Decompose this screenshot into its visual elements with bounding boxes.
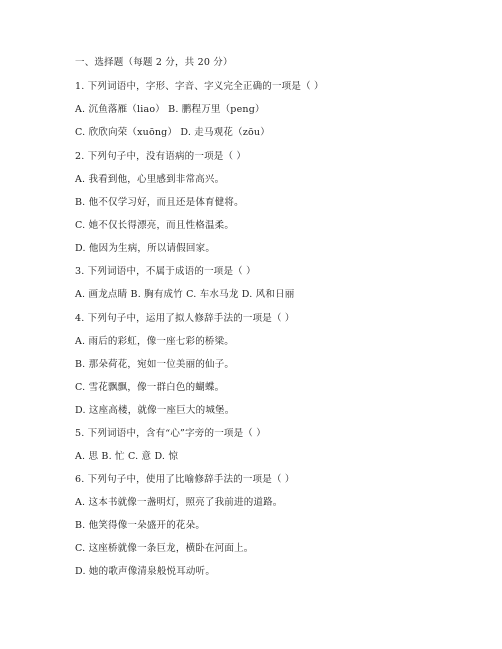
- question-3: 3. 下列词语中，不属于成语的一项是（ ）: [75, 266, 256, 277]
- question-2-option-b: B. 他不仅学习好，而且还是体育健将。: [75, 197, 244, 208]
- question-4: 4. 下列句子中，运用了拟人修辞手法的一项是（ ）: [75, 313, 295, 324]
- question-6-option-a: A. 这本书就像一盏明灯，照亮了我前进的道路。: [75, 497, 283, 508]
- question-3-options: A. 画龙点睛 B. 胸有成竹 C. 车水马龙 D. 风和日丽: [75, 289, 295, 300]
- question-1-options-cd: C. 欣欣向荣（xuōng） D. 走马观花（zōu）: [75, 127, 270, 138]
- question-6-option-b: B. 他笑得像一朵盛开的花朵。: [75, 520, 206, 531]
- question-5: 5. 下列词语中，含有“心”字旁的一项是（ ）: [75, 428, 266, 439]
- question-2-option-a: A. 我看到他，心里感到非常高兴。: [75, 174, 225, 185]
- question-4-option-a: A. 雨后的彩虹，像一座七彩的桥梁。: [75, 336, 235, 347]
- question-6-option-d: D. 她的歌声像清泉般悦耳动听。: [75, 566, 216, 577]
- question-1: 1. 下列词语中，字形、字音、字义完全正确的一项是（ ）: [75, 81, 324, 92]
- question-2-option-d: D. 他因为生病，所以请假回家。: [75, 243, 216, 254]
- question-6-option-c: C. 这座桥就像一条巨龙，横卧在河面上。: [75, 543, 254, 554]
- question-4-option-c: C. 雪花飘飘，像一群白色的蝴蝶。: [75, 382, 225, 393]
- question-2: 2. 下列句子中，没有语病的一项是（ ）: [75, 151, 247, 162]
- question-6: 6. 下列句子中，使用了比喻修辞手法的一项是（ ）: [75, 474, 295, 485]
- question-1-options-ab: A. 沉鱼落雁（liao） B. 鹏程万里（peng）: [75, 104, 265, 115]
- question-5-options: A. 思 B. 忙 C. 意 D. 惊: [75, 451, 179, 462]
- question-2-option-c: C. 她不仅长得漂亮，而且性格温柔。: [75, 220, 235, 231]
- section-title: 一、选择题（每题 2 分，共 20 分）: [75, 57, 233, 68]
- question-4-option-d: D. 这座高楼，就像一座巨大的城堡。: [75, 405, 235, 416]
- question-4-option-b: B. 那朵荷花，宛如一位美丽的仙子。: [75, 359, 235, 370]
